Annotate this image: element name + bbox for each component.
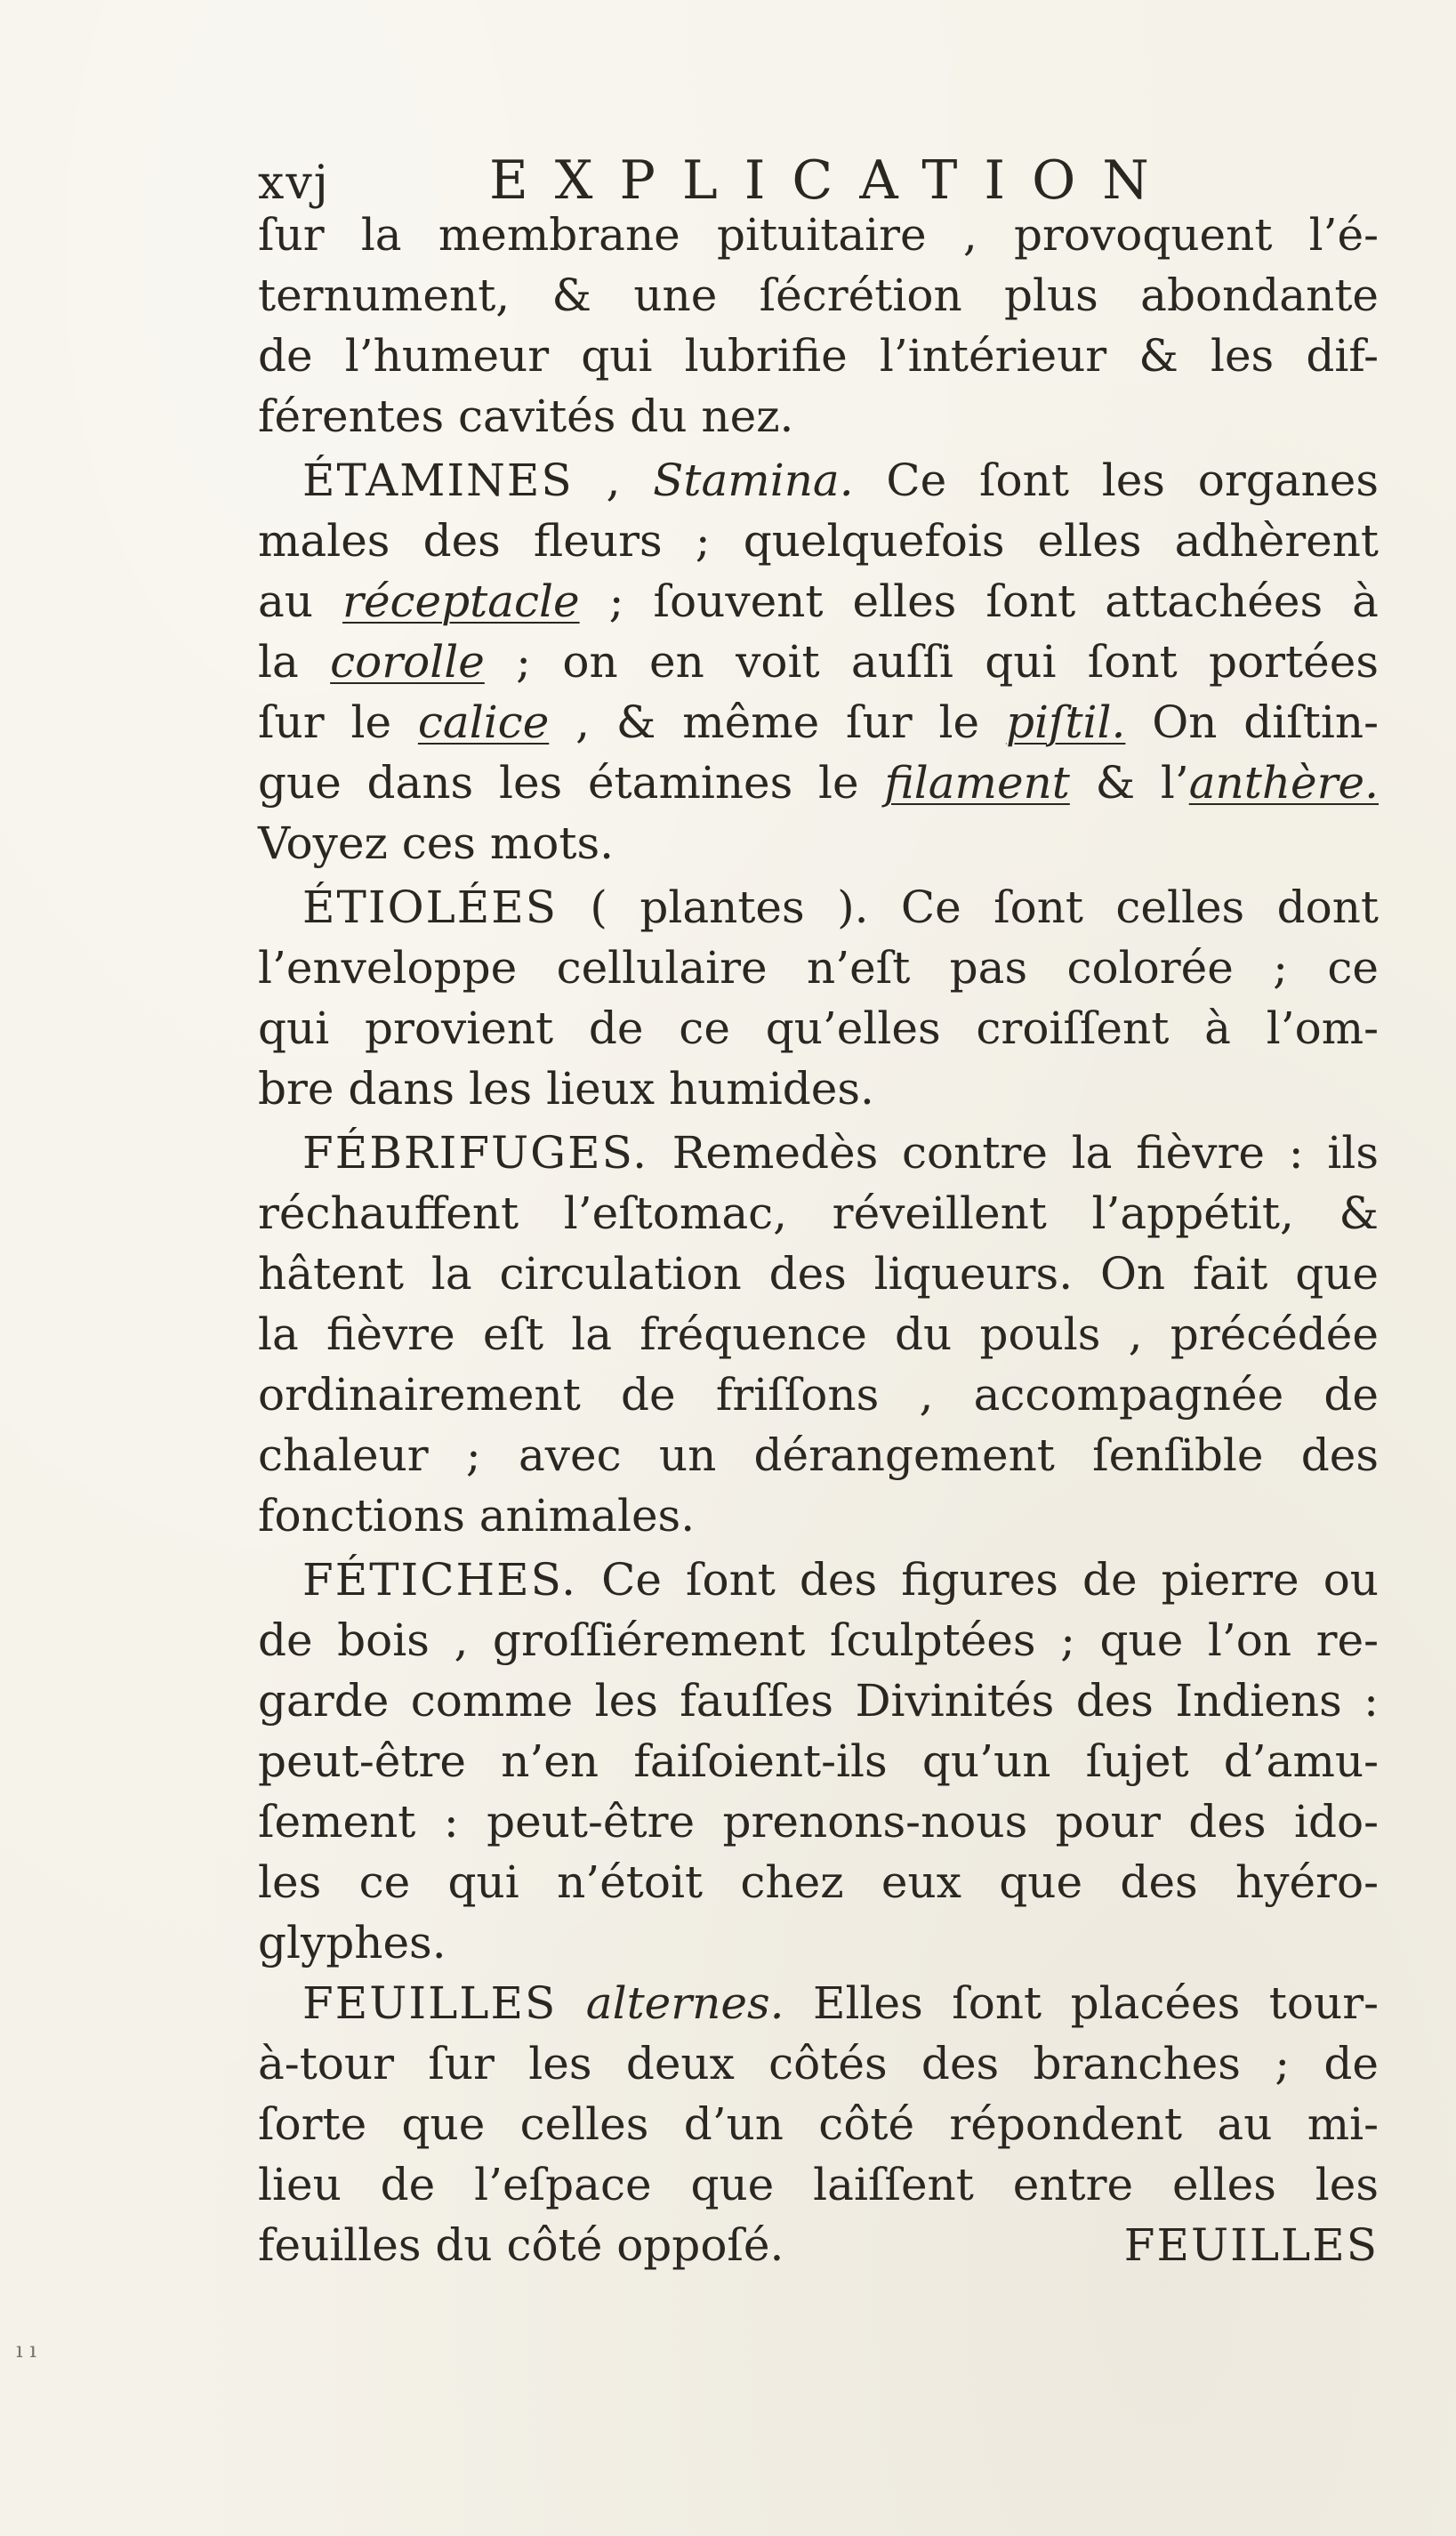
text-line: Voyez ces mots. bbox=[258, 817, 614, 869]
text-line: ſement : peut-être prenons-nous pour des ido- bbox=[258, 1796, 1379, 1848]
text-line: l’enveloppe cellulaire n’eſt pas colorée ; ce bbox=[258, 942, 1379, 994]
entry-headword: ÉTAMINES bbox=[302, 455, 574, 506]
entry-headword: FEUILLES bbox=[302, 1977, 558, 2029]
entry-headword: FÉTICHES. bbox=[302, 1554, 578, 1606]
text-line: réchauffent l’eſtomac, réveillent l’appétit, & bbox=[258, 1187, 1379, 1239]
latin-term: alternes. bbox=[585, 1977, 784, 2029]
text-line: ordinairement de friſſons , accompagnée de bbox=[258, 1369, 1379, 1421]
text-line: males des fleurs ; quelquefois elles adhèrent bbox=[258, 515, 1379, 567]
text-line: FEUILLES alternes. Elles ſont placées tour- bbox=[302, 1977, 1379, 2029]
folio-number: xvj bbox=[258, 157, 330, 210]
text-line: ÉTIOLÉES ( plantes ). Ce ſont celles dont bbox=[302, 882, 1379, 933]
text-line: fonctions animales. bbox=[258, 1490, 696, 1542]
text-line: ſur le calice , & même ſur le piſtil. On diſtin- bbox=[258, 696, 1379, 748]
entry-etamines bbox=[258, 450, 1379, 874]
entry-febrifuges bbox=[258, 1123, 1379, 1546]
paragraph-continuation bbox=[258, 205, 1379, 447]
entry-headword: FÉBRIFUGES. bbox=[302, 1127, 648, 1179]
cross-reference: filament bbox=[884, 757, 1070, 809]
cross-reference: réceptacle bbox=[342, 576, 580, 627]
text-line: férentes cavités du nez. bbox=[258, 390, 794, 442]
text-line: peut-être n’en faiſoient-ils qu’un ſujet d’amu- bbox=[258, 1735, 1379, 1787]
text-block bbox=[258, 205, 1379, 2275]
text-line: FÉTICHES. Ce ſont des figures de pierre ou bbox=[302, 1554, 1379, 1606]
text-line: la corolle ; on en voit auſſi qui ſont portées bbox=[258, 636, 1379, 688]
text-line: feuilles du côté oppoſé. bbox=[258, 2219, 784, 2271]
text-line: ſorte que celles d’un côté répondent au mi- bbox=[258, 2098, 1379, 2150]
text-line: au réceptacle ; ſouvent elles ſont attachées à bbox=[258, 576, 1379, 627]
text-line: garde comme les fauſſes Divinités des Indiens : bbox=[258, 1675, 1379, 1727]
text-line: de bois , groſſiérement ſculptées ; que l’on re- bbox=[258, 1614, 1379, 1666]
text-line: bre dans les lieux humides. bbox=[258, 1063, 874, 1115]
text-line: chaleur ; avec un dérangement ſenſible des bbox=[258, 1429, 1379, 1481]
text-line: FÉBRIFUGES. Remedès contre la fièvre : ils bbox=[302, 1127, 1379, 1179]
text-line: gue dans les étamines le filament & l’anthère. bbox=[258, 757, 1379, 809]
text-line: de l’humeur qui lubrifie l’intérieur & les dif- bbox=[258, 330, 1379, 382]
entry-headword: ÉTIOLÉES bbox=[302, 882, 559, 933]
text-line: la fièvre eſt la fréquence du pouls , précédée bbox=[258, 1308, 1379, 1360]
running-head: EXPLICATION bbox=[489, 149, 1176, 212]
text-line: ÉTAMINES , Stamina. Ce ſont les organes bbox=[302, 455, 1379, 506]
text-line: lieu de l’eſpace que laiſſent entre elles les bbox=[258, 2159, 1379, 2210]
cross-reference: anthère. bbox=[1188, 757, 1379, 809]
cross-reference: piſtil. bbox=[1005, 696, 1126, 748]
text-line: ternument, & une ſécrétion plus abondante bbox=[258, 270, 1379, 321]
text-line: ſur la membrane pituitaire , provoquent l’é- bbox=[258, 209, 1379, 261]
latin-term: Stamina. bbox=[653, 455, 854, 506]
text-line: les ce qui n’étoit chez eux que des hyéro- bbox=[258, 1856, 1379, 1908]
entry-etiolees bbox=[258, 877, 1379, 1119]
entry-fetiches bbox=[258, 1550, 1379, 1973]
cross-reference: corolle bbox=[330, 636, 485, 688]
text-line: qui provient de ce qu’elles croiſſent à l’om- bbox=[258, 1002, 1379, 1054]
cross-reference: calice bbox=[417, 696, 550, 748]
margin-mark: ı ı bbox=[16, 2338, 36, 2363]
text-line: glyphes. bbox=[258, 1917, 446, 1968]
page-header bbox=[258, 149, 1201, 212]
text-line: à-tour ſur les deux côtés des branches ; de bbox=[258, 2038, 1379, 2089]
text-line: hâtent la circulation des liqueurs. On fait que bbox=[258, 1248, 1379, 1300]
catchword: FEUILLES bbox=[1123, 2219, 1379, 2271]
